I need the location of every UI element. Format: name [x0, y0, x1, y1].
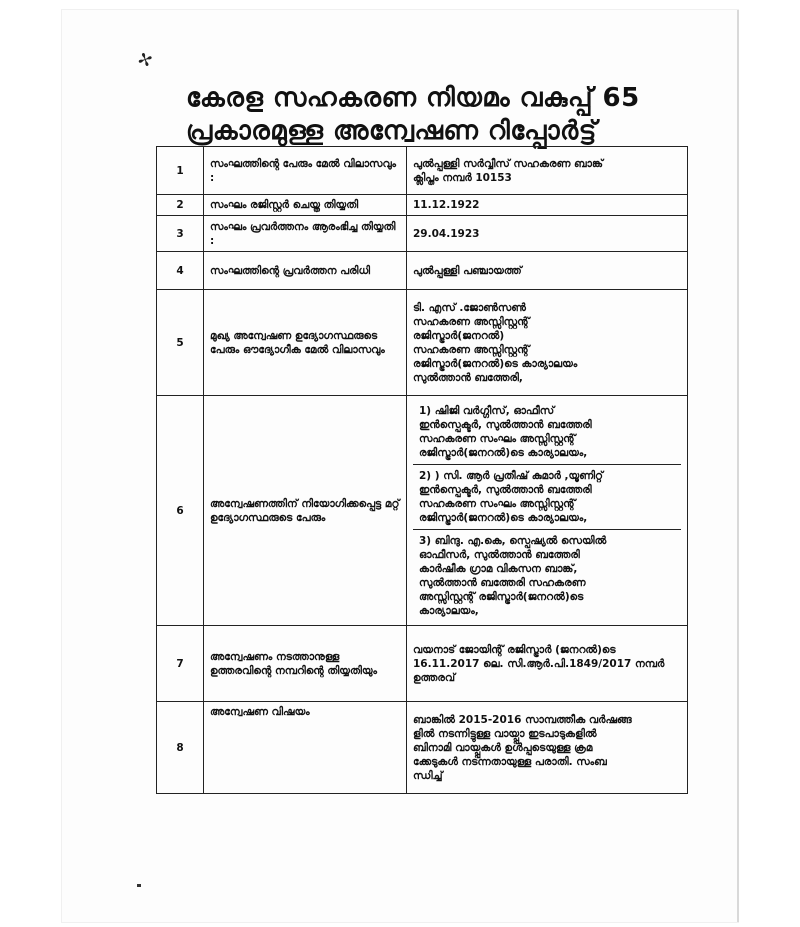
- scan-mark-icon: ✢: [134, 48, 157, 73]
- row-number: 8: [157, 702, 204, 794]
- value-line: 11.12.1922: [413, 199, 480, 211]
- row-field-label: സംഘം രജിസ്റ്റർ ചെയ്ത തിയ്യതി: [204, 195, 407, 216]
- value-line: വയനാട് ജോയിന്റ് രജിസ്ട്രാർ (ജനറൽ)ടെ: [413, 643, 616, 656]
- value-line: ബിനാമി വായ്പ്പകൾ ഉൾപ്പടെയുള്ള ക്രമ: [413, 741, 593, 754]
- row-value: [407, 396, 688, 626]
- value-line: ക്ലിപ്തം നമ്പർ 10153: [413, 171, 512, 184]
- report-table: [156, 146, 688, 794]
- value-line: രജിസ്ട്രാർ(ജനറൽ)ടെ കാര്യാലയം: [413, 357, 578, 370]
- value-line: സുൽത്താൻ ബത്തേരി,: [413, 371, 523, 384]
- value-line: ന്ധിച്ച്: [413, 769, 443, 782]
- table-row: [157, 626, 688, 702]
- row-value: [407, 702, 688, 794]
- value-line: ഓഫീസർ, സുൽത്താൻ ബത്തേരി: [419, 548, 580, 561]
- row-number: 6: [157, 396, 204, 626]
- value-line: രജിസ്ട്രാർ(ജനറൽ): [413, 329, 505, 342]
- row-value: [407, 290, 688, 396]
- value-line: കാര്യാലയം,: [419, 604, 479, 617]
- row-value: [407, 195, 688, 216]
- value-line: സഹകരണ അസ്സിസ്റ്റന്റ്: [413, 343, 530, 356]
- officer-entry: [413, 530, 681, 622]
- value-line: അസ്സിസ്റ്റന്റ് രജിസ്ട്രാർ(ജനറൽ)ടെ: [419, 590, 584, 603]
- row-field-label: സംഘത്തിന്റെ പ്രവർത്തന പരിധി: [204, 252, 407, 290]
- report-title-line1: കേരള സഹകരണ നിയമം വകുപ്പ് 65: [186, 83, 640, 113]
- value-line: ഉത്തരവ്: [413, 671, 456, 684]
- value-line: 2) ) സി. ആർ പ്രതീഷ് കുമാർ ,യൂണിറ്റ്: [419, 469, 603, 482]
- value-line: ടി. എസ് .ജോൺസൺ: [413, 301, 526, 314]
- value-line: ളിൽ നടന്നിട്ടുള്ള വായ്പ്പാ ഇടപാടുകളിൽ: [413, 727, 597, 740]
- value-line: രജിസ്ട്രാർ(ജനറൽ)ടെ കാര്യാലയം,: [419, 446, 588, 459]
- row-number: 4: [157, 252, 204, 290]
- value-line: പുൽപ്പള്ളി സർവ്വീസ് സഹകരണ ബാങ്ക്: [413, 157, 603, 170]
- value-line: ഇൻസ്പെക്ടർ, സുൽത്താൻ ബത്തേരി: [419, 483, 592, 496]
- table-row: [157, 396, 688, 626]
- row-number: 1: [157, 147, 204, 195]
- row-number: 7: [157, 626, 204, 702]
- value-line: പുൽപ്പള്ളി പഞ്ചായത്ത്: [413, 264, 522, 277]
- page-edge-shadow: [737, 10, 739, 922]
- value-line: സഹകരണ സംഘം അസ്സിസ്റ്റന്റ്: [419, 432, 576, 445]
- value-line: 1) ഷിജി വർഗ്ഗീസ്, ഓഫീസ്: [419, 404, 555, 417]
- row-value: [407, 252, 688, 290]
- value-line: 3) ബിന്ദു. എ.കെ, സ്പെഷ്യൽ സെയിൽ: [419, 534, 607, 547]
- officer-entry: [413, 465, 681, 530]
- scan-dot: [137, 884, 141, 887]
- row-field-label: അന്വേഷണം നടത്താനുള്ള ഉത്തരവിന്റെ നമ്പറിന്റെ തിയ്യതിയും: [204, 626, 407, 702]
- table-row: [157, 147, 688, 195]
- row-number: 3: [157, 216, 204, 252]
- row-value: [407, 147, 688, 195]
- row-field-label: അന്വേഷണ വിഷയം: [204, 702, 407, 794]
- row-number: 5: [157, 290, 204, 396]
- value-line: ബാങ്കിൽ 2015-2016 സാമ്പത്തീക വർഷങ്ങ: [413, 713, 632, 726]
- value-line: രജിസ്ട്രാർ(ജനറൽ)ടെ കാര്യാലയം,: [419, 511, 588, 524]
- row-number: 2: [157, 195, 204, 216]
- row-field-label: മുഖ്യ അന്വേഷണ ഉദ്യോഗസ്ഥരുടെ പേരും ഔദ്യോഗീക മേൽ വിലാസവും: [204, 290, 407, 396]
- table-row: [157, 216, 688, 252]
- table-row: [157, 702, 688, 794]
- value-line: 16.11.2017 ലെ. സി.ആർ.പി.1849/2017 നമ്പർ: [413, 657, 665, 670]
- value-line: കാർഷീക ഗ്രാമ വികസന ബാങ്ക്,: [419, 562, 578, 575]
- report-title-line2: പ്രകാരമുള്ള അന്വേഷണ റിപ്പോർട്ട്: [186, 116, 597, 146]
- value-line: ഇൻസ്പെക്ടർ, സുൽത്താൻ ബത്തേരി: [419, 418, 592, 431]
- value-line: സഹകരണ അസ്സിസ്റ്റന്റ്: [413, 315, 530, 328]
- table-row: [157, 252, 688, 290]
- value-line: 29.04.1923: [413, 227, 480, 240]
- row-value: [407, 216, 688, 252]
- value-line: സുൽത്താൻ ബത്തേരി സഹകരണ: [419, 576, 586, 589]
- row-field-label: അന്വേഷണത്തിന് നിയോഗിക്കപ്പെട്ട മറ്റ് ഉദ്യോഗസ്ഥരുടെ പേരും: [204, 396, 407, 626]
- row-value: [407, 626, 688, 702]
- row-field-label: സംഘത്തിന്റെ പേരും മേൽ വിലാസവും :: [204, 147, 407, 195]
- value-line: സഹകരണ സംഘം അസ്സിസ്റ്റന്റ്: [419, 497, 576, 510]
- officer-entry: [413, 400, 681, 465]
- row-field-label: സംഘം പ്രവർത്തനം ആരംഭിച്ച തിയ്യതി :: [204, 216, 407, 252]
- table-row: [157, 195, 688, 216]
- value-line: ക്കേടുകൾ നടന്നതായുള്ള പരാതി. സംബ: [413, 755, 607, 768]
- table-row: [157, 290, 688, 396]
